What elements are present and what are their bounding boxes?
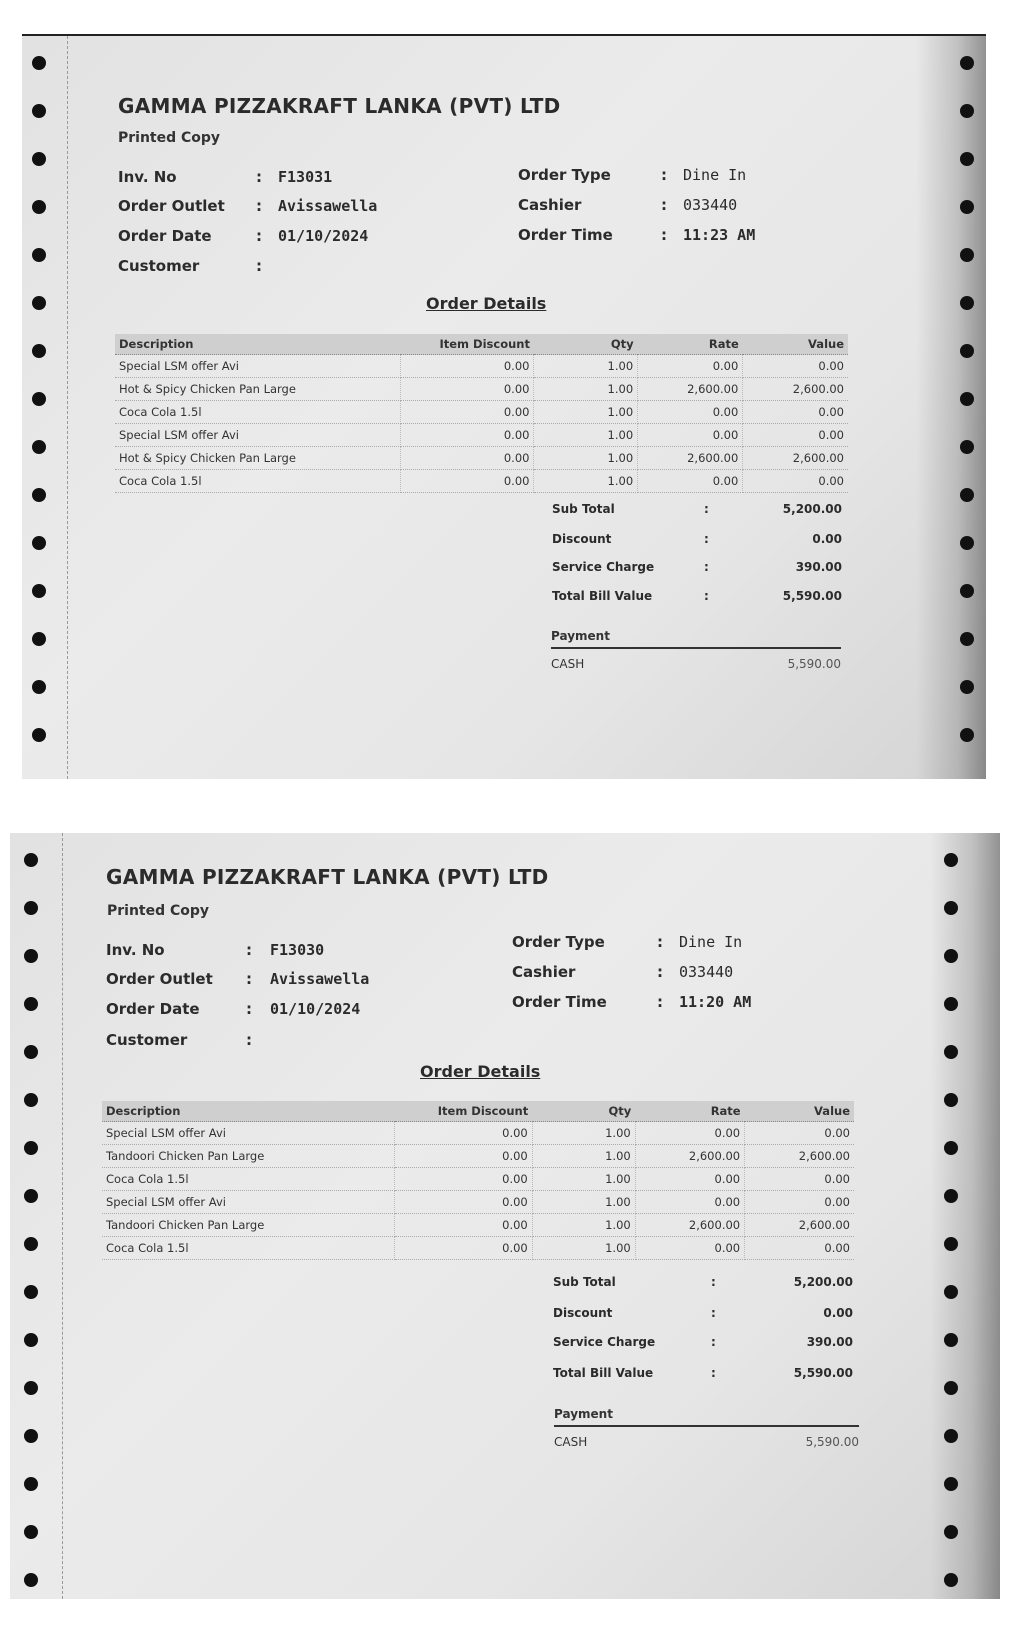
order-items-table [102,1101,854,1260]
inv-no-value: F13031 [278,168,333,186]
col-description: Description [115,334,400,355]
order-details-title: Order Details [426,294,547,313]
order-date-label: Order Date [118,227,212,245]
item-value: 0.00 [743,401,848,424]
customer-label: Customer [106,1031,188,1049]
colon: : [256,168,262,186]
colon: : [711,1306,716,1320]
col-item-discount: Item Discount [395,1101,533,1122]
order-type-value: Dine In [683,166,747,184]
order-type-label: Order Type [512,933,605,951]
item-qty: 1.00 [534,355,638,378]
col-rate: Rate [638,334,743,355]
order-type-value: Dine In [679,933,743,951]
item-value: 0.00 [743,470,848,493]
colon: : [246,1000,252,1018]
item-qty: 1.00 [532,1214,635,1237]
company-name: GAMMA PIZZAKRAFT LANKA (PVT) LTD [118,94,561,118]
item-rate: 2,600.00 [638,447,743,470]
item-qty: 1.00 [534,470,638,493]
item-discount: 0.00 [395,1214,533,1237]
order-details-title: Order Details [420,1062,541,1081]
discount-value: 0.00 [812,532,842,546]
item-value: 0.00 [745,1122,854,1145]
col-qty: Qty [534,334,638,355]
item-rate: 2,600.00 [635,1214,744,1237]
payment-amount: 5,590.00 [787,657,841,671]
item-qty: 1.00 [532,1191,635,1214]
payment-amount: 5,590.00 [805,1435,859,1449]
item-qty: 1.00 [532,1122,635,1145]
item-discount: 0.00 [400,378,534,401]
item-value: 0.00 [745,1168,854,1191]
table-row [102,1214,854,1237]
colon: : [711,1366,716,1380]
order-outlet-value: Avissawella [270,970,370,988]
item-description: Special LSM offer Avi [115,355,400,378]
colon: : [661,226,667,244]
colon: : [246,1031,252,1049]
printed-copy-label: Printed Copy [107,903,210,919]
cashier-label: Cashier [518,196,582,214]
item-description: Hot & Spicy Chicken Pan Large [115,447,400,470]
order-time-value: 11:20 AM [679,993,752,1011]
inv-no-label: Inv. No [118,168,177,186]
colon: : [711,1275,716,1289]
item-qty: 1.00 [532,1237,635,1260]
item-value: 2,600.00 [745,1214,854,1237]
item-discount: 0.00 [395,1122,533,1145]
service-charge-label: Service Charge [552,560,655,574]
item-discount: 0.00 [395,1168,533,1191]
item-description: Tandoori Chicken Pan Large [102,1145,395,1168]
inv-no-value: F13030 [270,941,325,959]
item-description: Tandoori Chicken Pan Large [102,1214,395,1237]
payment-method: CASH [554,1435,588,1449]
item-value: 0.00 [745,1191,854,1214]
item-description: Hot & Spicy Chicken Pan Large [115,378,400,401]
item-description: Coca Cola 1.5l [102,1168,395,1191]
item-qty: 1.00 [534,401,638,424]
colon: : [657,963,663,981]
colon: : [704,589,709,603]
receipt-invoice-f13030 [10,833,1000,1599]
table-row [115,470,848,493]
table-row [102,1191,854,1214]
total-bill-value: 5,590.00 [793,1366,853,1380]
colon: : [657,933,663,951]
sub-total-label: Sub Total [553,1275,616,1289]
item-rate: 2,600.00 [635,1145,744,1168]
printed-copy-label: Printed Copy [118,130,221,146]
total-bill-value-label: Total Bill Value [553,1366,654,1380]
colon: : [246,941,252,959]
item-rate: 0.00 [635,1122,744,1145]
col-rate: Rate [635,1101,744,1122]
table-row [102,1145,854,1168]
cashier-label: Cashier [512,963,576,981]
item-discount: 0.00 [395,1145,533,1168]
colon: : [256,257,262,275]
order-time-value: 11:23 AM [683,226,756,244]
cashier-value: 033440 [679,963,734,981]
item-rate: 0.00 [638,355,743,378]
table-row [115,424,848,447]
item-value: 0.00 [743,355,848,378]
item-value: 0.00 [743,424,848,447]
colon: : [704,560,709,574]
colon: : [657,993,663,1011]
payment-header: Payment [554,1407,613,1421]
item-qty: 1.00 [534,424,638,447]
item-discount: 0.00 [400,355,534,378]
col-description: Description [102,1101,395,1122]
receipt-invoice-f13031 [22,34,986,779]
sub-total-label: Sub Total [552,502,615,516]
colon: : [704,532,709,546]
colon: : [256,227,262,245]
order-items-table [115,334,848,493]
order-date-value: 01/10/2024 [270,1000,361,1018]
colon: : [711,1335,716,1349]
service-charge-value: 390.00 [806,1335,853,1349]
item-qty: 1.00 [534,447,638,470]
table-header-row [115,334,848,355]
item-discount: 0.00 [400,401,534,424]
colon: : [246,970,252,988]
item-description: Special LSM offer Avi [102,1122,395,1145]
table-row [102,1168,854,1191]
order-outlet-value: Avissawella [278,197,378,215]
service-charge-label: Service Charge [553,1335,656,1349]
order-date-value: 01/10/2024 [278,227,369,245]
order-date-label: Order Date [106,1000,200,1018]
item-rate: 0.00 [638,424,743,447]
item-value: 0.00 [745,1237,854,1260]
company-name: GAMMA PIZZAKRAFT LANKA (PVT) LTD [106,865,549,889]
sub-total-value: 5,200.00 [793,1275,853,1289]
service-charge-value: 390.00 [795,560,842,574]
discount-value: 0.00 [823,1306,853,1320]
item-value: 2,600.00 [743,378,848,401]
col-qty: Qty [532,1101,635,1122]
item-discount: 0.00 [395,1191,533,1214]
col-value: Value [745,1101,854,1122]
colon: : [661,196,667,214]
order-time-label: Order Time [518,226,613,244]
col-item-discount: Item Discount [400,334,534,355]
colon: : [704,502,709,516]
table-row [115,378,848,401]
item-rate: 2,600.00 [638,378,743,401]
payment-divider [554,1425,859,1427]
table-row [115,401,848,424]
discount-label: Discount [552,532,612,546]
item-qty: 1.00 [532,1168,635,1191]
colon: : [661,166,667,184]
payment-divider [551,647,841,649]
customer-label: Customer [118,257,200,275]
item-rate: 0.00 [635,1191,744,1214]
item-description: Coca Cola 1.5l [115,401,400,424]
item-description: Coca Cola 1.5l [115,470,400,493]
table-row [115,447,848,470]
order-type-label: Order Type [518,166,611,184]
item-rate: 0.00 [635,1237,744,1260]
discount-label: Discount [553,1306,613,1320]
colon: : [256,197,262,215]
item-qty: 1.00 [532,1145,635,1168]
table-row [102,1122,854,1145]
item-rate: 0.00 [638,401,743,424]
order-outlet-label: Order Outlet [118,197,225,215]
total-bill-value-label: Total Bill Value [552,589,653,603]
item-rate: 0.00 [635,1168,744,1191]
item-value: 2,600.00 [745,1145,854,1168]
cashier-value: 033440 [683,196,738,214]
item-discount: 0.00 [400,424,534,447]
table-header-row [102,1101,854,1122]
item-discount: 0.00 [395,1237,533,1260]
table-row [115,355,848,378]
payment-method: CASH [551,657,585,671]
total-bill-value: 5,590.00 [782,589,842,603]
order-time-label: Order Time [512,993,607,1011]
col-value: Value [743,334,848,355]
item-rate: 0.00 [638,470,743,493]
payment-header: Payment [551,629,610,643]
item-discount: 0.00 [400,470,534,493]
order-outlet-label: Order Outlet [106,970,213,988]
table-row [102,1237,854,1260]
item-description: Special LSM offer Avi [115,424,400,447]
item-qty: 1.00 [534,378,638,401]
item-description: Special LSM offer Avi [102,1191,395,1214]
sub-total-value: 5,200.00 [782,502,842,516]
item-description: Coca Cola 1.5l [102,1237,395,1260]
item-discount: 0.00 [400,447,534,470]
inv-no-label: Inv. No [106,941,165,959]
item-value: 2,600.00 [743,447,848,470]
